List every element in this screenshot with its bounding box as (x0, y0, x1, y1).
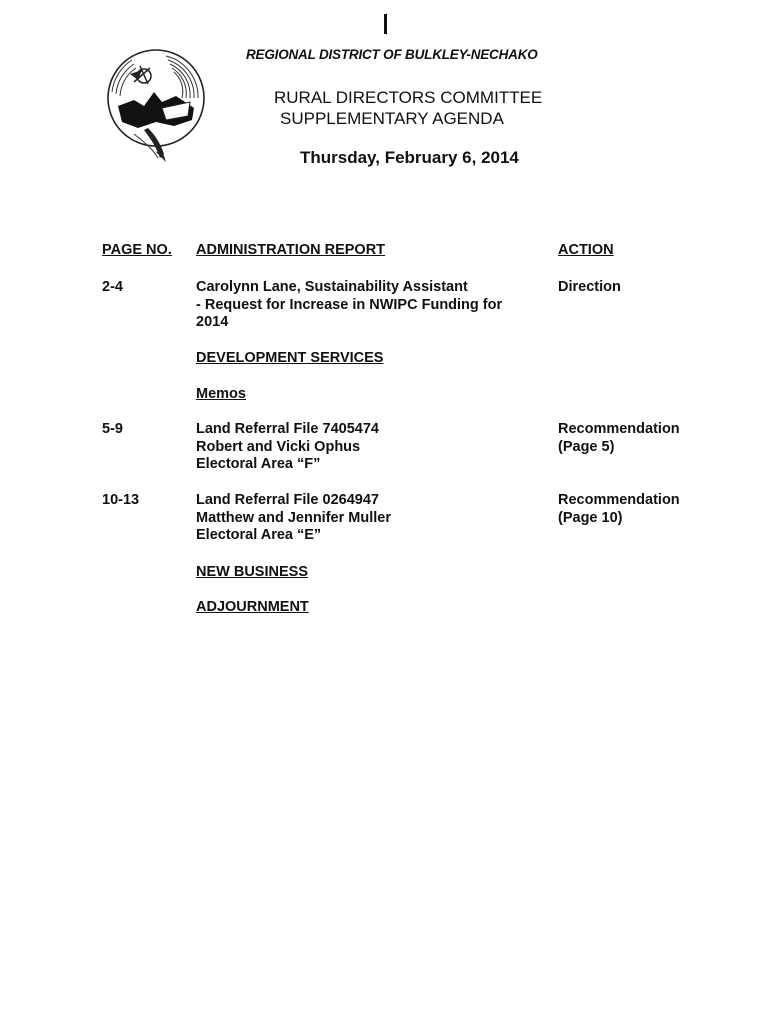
item-line: 2014 (196, 314, 229, 330)
item-action (558, 279, 621, 297)
item-line: Carolynn Lane, Sustainability Assistant (196, 279, 468, 295)
page-mark (384, 14, 387, 34)
item-line: Land Referral File 7405474 (196, 421, 379, 437)
item-action (558, 421, 680, 456)
item-action-line: Recommendation (558, 421, 680, 437)
meeting-date: Thursday, February 6, 2014 (300, 148, 519, 167)
item-action-line: (Page 10) (558, 509, 623, 526)
item-action-line: Recommendation (558, 492, 680, 508)
section-adjournment: ADJOURNMENT (196, 599, 309, 615)
item-description (196, 421, 379, 474)
committee-name: RURAL DIRECTORS COMMITTEE (274, 88, 543, 107)
item-line: - Request for Increase in NWIPC Funding for (196, 296, 503, 313)
col-administration-report: ADMINISTRATION REPORT (196, 242, 386, 258)
item-line: Electoral Area “E” (196, 527, 322, 543)
organization-name: REGIONAL DISTRICT OF BULKLEY-NECHAKO (246, 47, 538, 62)
section-memos: Memos (196, 386, 246, 402)
section-new-business: NEW BUSINESS (196, 564, 308, 580)
item-line: Robert and Vicki Ophus (196, 438, 361, 455)
item-pages: 2-4 (102, 279, 123, 295)
col-action: ACTION (558, 242, 614, 258)
item-description (196, 492, 391, 545)
item-line: Matthew and Jennifer Muller (196, 509, 391, 526)
item-line: Land Referral File 0264947 (196, 492, 379, 508)
agenda-type: SUPPLEMENTARY AGENDA (280, 109, 504, 128)
col-page-no: PAGE NO. (102, 242, 172, 258)
item-line: Electoral Area “F” (196, 456, 321, 472)
item-action-line: (Page 5) (558, 438, 615, 455)
rdbn-logo (104, 46, 208, 168)
agenda-title (274, 87, 542, 129)
section-development-services: DEVELOPMENT SERVICES (196, 350, 384, 366)
item-description (196, 279, 502, 332)
item-action (558, 492, 680, 527)
item-pages: 5-9 (102, 421, 123, 437)
item-pages: 10-13 (102, 492, 140, 508)
item-action-line: Direction (558, 279, 621, 295)
